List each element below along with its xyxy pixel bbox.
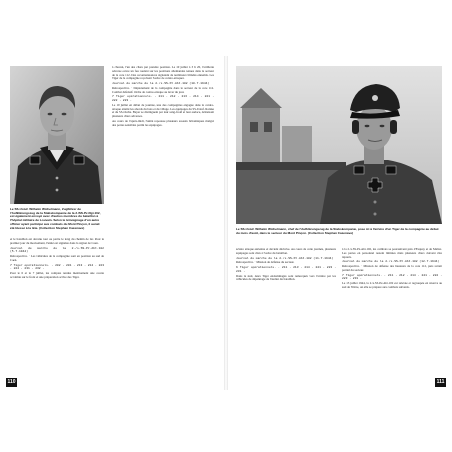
left-text-column-1 [10, 238, 104, 384]
paragraph: à la 2./s.SS-Pz.Abt.102, les combats se poursuivent près d'Esquay et de Maltot. Les pertes en personnel restent limitées mais plusieurs chars doivent être réparés. [342, 248, 442, 259]
left-text-column-2 [112, 66, 214, 384]
journal-heading: Journal de marche de la 2./s.SS-Pz.Abt.102 (11.7.1944) [236, 256, 334, 260]
paragraph: à chacun, l'un des chars put prendre position. Le 10 juillet à 3 h 20, l'artillerie adverse ouvre un feu roulant sur les positions allemandes tenues dans le secteur de la cote 112. Des reconnaissances signalent de nombreux blindés ennemis. Les Tiger de la compagnie reçoivent l'ordre de contre-attaquer. [112, 66, 214, 81]
book-gutter [224, 56, 228, 390]
paragraph: Au cours de l'après-midi, l'unité repousse plusieurs assauts britanniques malgré des pertes sensibles parmi les équipages. [112, 118, 214, 127]
right-page-number: 111 [436, 379, 445, 385]
right-photo-caption: Le SS-Ustuf. Wilhelm Wichelmann, chef de l'Aufklärungszug de la Stabskompanie, pose ici à l'arrière d'un Tiger de la compagnie au début du mois d'août, dans le secteur du Mont Pinçon. (Collection Stephan Cazenave) [236, 228, 439, 235]
tiger-list: 6 Tiger opérationnels. · 211 · 213 · 214 · 221 · 223 · 231 · [236, 266, 336, 273]
tiger-list: 7 Tiger opérationnels. · 211 · 212 · 213 · 214 · 221 · 222 · 223 · [112, 95, 214, 102]
paragraph: Rétrospective. · Mission de défense des hauteurs de la cote 112, puis retrait partiel du secteur. [342, 264, 442, 272]
paragraph: et le bataillon est devenu tout ou partie le long du chemin de fer. Pour le premier jour du mouvement, l'unité est signalée dans la région de Caen. [10, 238, 104, 245]
right-page [232, 58, 446, 388]
left-page [6, 58, 220, 388]
paragraph: Le 13 juillet 1944, la 2./s.SS-Pz.Abt.102 est relevée et regroupée en réserve au sud de l'Orne, où elle se prépare aux combats suivants. [342, 281, 442, 289]
paragraph: Rétrospective. · Les véhicules de la compagnie sont en position au sud de Caen. [10, 254, 104, 262]
soldier-photo [236, 66, 442, 224]
paragraph: Rétrospective. · Déploiement de la compagnie dans le secteur de la cote 112. Combat défensif. Ordre de contre-attaque au lever du jour. [112, 85, 214, 94]
tiger-list: 7 Tiger opérationnels. · 202 · 201 · 213 · 214 · 223 · 224 · 231 · 232 · [10, 263, 104, 271]
right-text-column-2 [342, 248, 442, 384]
right-text-column-1 [236, 248, 336, 384]
paragraph: Pour le 6 et le 7 juillet, les comptes rendus mentionnent une courte accalmie sur le front et une préparation active des Tiger. [10, 271, 104, 279]
paragraph: Rétrospective. · Mission de défense du secteur. [236, 260, 295, 265]
journal-heading: Journal de marche de la 2./s.SS-Pz.Abt.102 (5.7.1944) [10, 246, 104, 254]
paragraph: Dans la nuit, deux Tiger endommagés sont remorqués vers l'arrière par les véhicules de dépannage de l'atelier du bataillon. [236, 273, 336, 282]
journal-heading: Journal de marche de la 2./s.SS-Pz.Abt.102 (10.7.1944) [112, 82, 210, 85]
left-photo-caption: Le SS-Ustuf. Wilhelm Wichelmann, Zugführer de l'Aufklärungszug de la Stabskompanie de la 2./SS-Pz.Rgt.102, est également envoyé avec d'autres membres du bataillon à l'hôpital militaire de Louvain. Selon le témoignage d'un autre officier ayant participé aux combats du Mont Pinçon, il aurait été blessé à la tête. (Collection Stephan Cazenave) [10, 208, 101, 230]
portrait-photo [10, 66, 104, 204]
tiger-list: 7 Tiger opérationnels. · 211 · 212 · 214 · 221 · 222 · 223 · 231 · [342, 273, 442, 281]
paragraph: Le 10 juillet en début de journée, une des compagnies engagée dans la contre-attaque atteint les abords du bois et du village. Les équipages du SS-Ustuf. Ratzke et du SS-Oscha. Bayer se distinguent par leur sang-froid et leur audace, détruisant plusieurs chars adverses. [112, 102, 214, 118]
journal-heading: Journal de marche de la 2./s.SS-Pz.Abt.102 (12.7.1944) [342, 260, 440, 264]
paragraph: sévère attaque aérienne et devient décisive. Au cours de cette journée, plusieurs équipages sont cités à l'ordre du bataillon. [236, 248, 336, 255]
left-page-number: 110 [7, 379, 16, 385]
